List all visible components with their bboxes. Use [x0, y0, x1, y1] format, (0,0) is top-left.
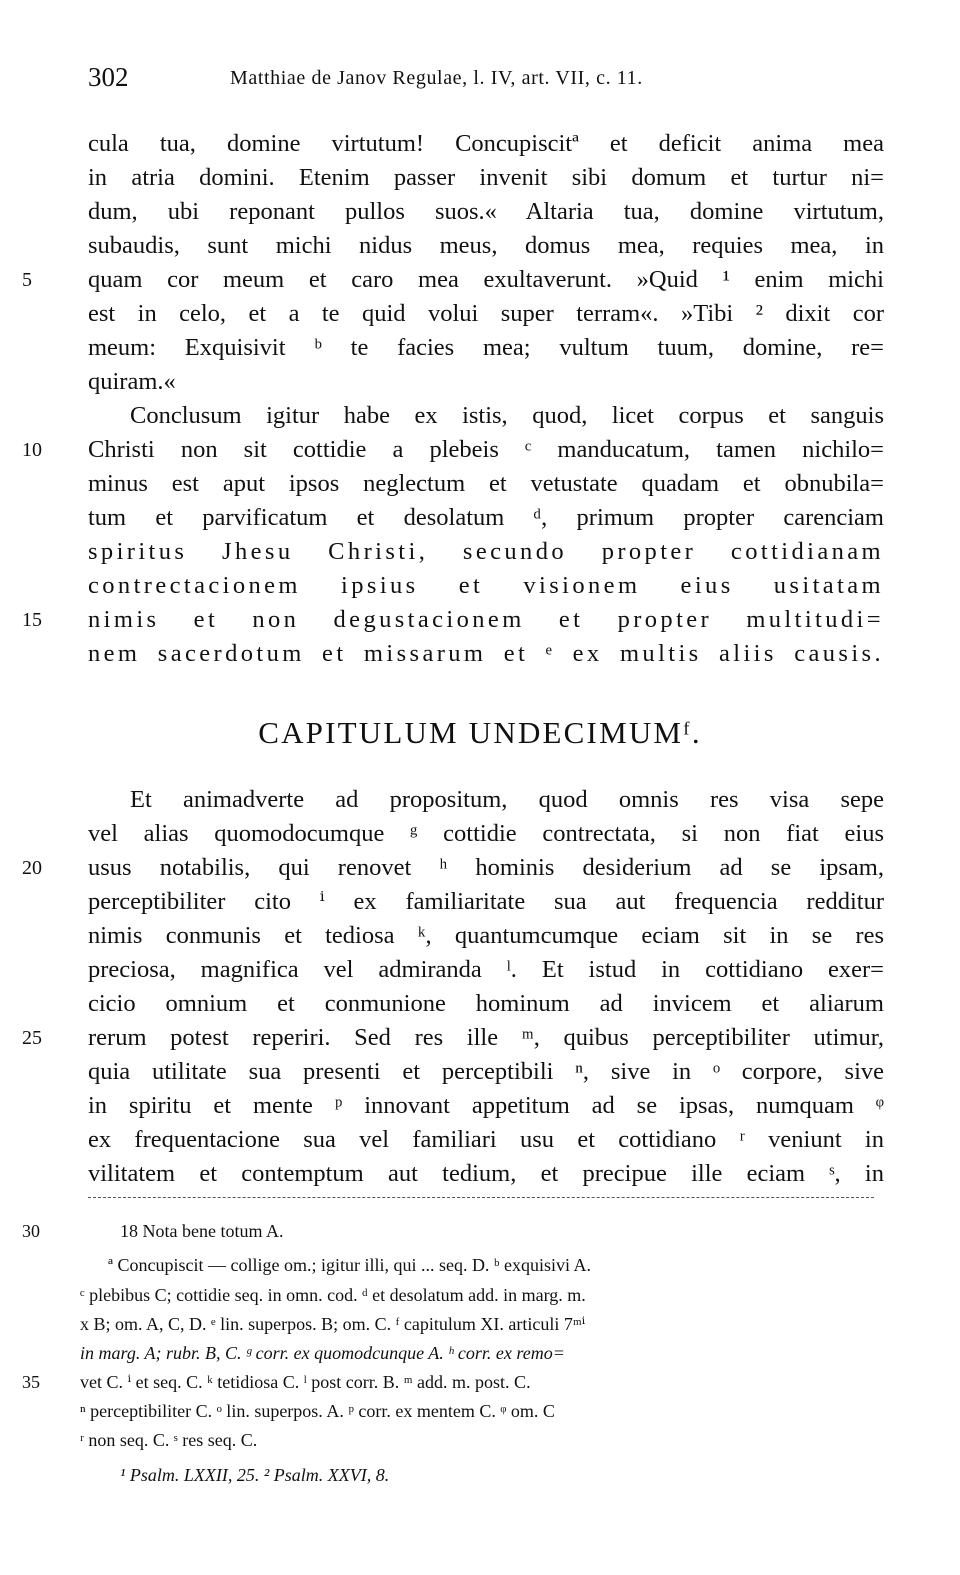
text-line: Christi non sit cottidie a plebeis ᶜ manducatum, tamen nichilo= — [88, 436, 884, 463]
line-number: 25 — [22, 1027, 42, 1049]
running-title: Matthiae de Janov Regulae, l. IV, art. VII, c. 11. — [230, 67, 643, 89]
text-line: quia utilitate sua presenti et perceptibili ⁿ, sive in ᵒ corpore, sive — [88, 1058, 884, 1085]
line-number: 30 — [22, 1221, 40, 1241]
text-line: Et animadverte ad propositum, quod omnis res visa sepe — [130, 786, 884, 813]
footnote-line: ¹ Psalm. LXXII, 25. ² Psalm. XXVI, 8. — [120, 1465, 390, 1485]
text-line: dum, ubi reponant pullos suos.« Altaria tua, domine virtutum, — [88, 198, 884, 225]
text-line: nem sacerdotum et missarum et ᵉ ex multis aliis causis. — [88, 640, 884, 667]
footnote-line: in marg. A; rubr. B, C. ᵍ corr. ex quomodcunque A. ʰ corr. ex remo= — [80, 1343, 565, 1363]
text-line: usus notabilis, qui renovet ʰ hominis desiderium ad se ipsam, — [88, 854, 884, 881]
line-number: 20 — [22, 857, 42, 879]
text-line: vel alias quomodocumque ᵍ cottidie contrectata, si non fiat eius — [88, 820, 884, 847]
text-line: est in celo, et a te quid volui super terram«. »Tibi ² dixit cor — [88, 300, 884, 327]
text-line: rerum potest reperiri. Sed res ille ᵐ, quibus perceptibiliter utimur, — [88, 1024, 884, 1051]
text-line: quam cor meum et caro mea exultaverunt. »Quid ¹ enim michi — [88, 266, 884, 293]
line-number: 10 — [22, 439, 42, 461]
footnote-line: ʳ non seq. C. ˢ res seq. C. — [80, 1430, 258, 1450]
text-line: cicio omnium et conmunione hominum ad invicem et aliarum — [88, 990, 884, 1017]
text-line: subaudis, sunt michi nidus meus, domus mea, requies mea, in — [88, 232, 884, 259]
page-number: 302 — [88, 62, 129, 92]
footnote-divider — [88, 1197, 874, 1198]
footnote-line: ᶜ plebibus C; cottidie seq. in omn. cod. ᵈ et desolatum add. in marg. m. — [80, 1285, 586, 1305]
text-line: quiram.« — [88, 368, 176, 395]
text-line: cula tua, domine virtutum! Concupiscitª et deficit anima mea — [88, 130, 884, 157]
line-number: 15 — [22, 609, 42, 631]
line-number: 35 — [22, 1372, 40, 1392]
footnote-line: ª Concupiscit — collige om.; igitur illi, qui ... seq. D. ᵇ exquisivi A. — [108, 1255, 592, 1275]
page-header — [88, 60, 888, 100]
text-line: ex frequentacione sua vel familiari usu et cottidiano ʳ veniunt in — [88, 1126, 884, 1153]
footnote-line: 18 Nota bene totum A. — [120, 1221, 284, 1241]
chapter-title: CAPITULUM UNDECIMUMᶠ. — [258, 715, 702, 750]
text-line: nimis et non degustacionem et propter multitudi= — [88, 606, 884, 633]
text-line: meum: Exquisivit ᵇ te facies mea; vultum tuum, domine, re= — [88, 334, 884, 361]
text-line: vilitatem et contemptum aut tedium, et precipue ille eciam ˢ, in — [88, 1160, 884, 1187]
line-number: 5 — [22, 269, 32, 291]
text-line: spiritus Jhesu Christi, secundo propter cottidianam — [88, 538, 884, 565]
text-line: tum et parvificatum et desolatum ᵈ, primum propter carenciam — [88, 504, 884, 531]
text-line: minus est aput ipsos neglectum et vetustate quadam et obnubila= — [88, 470, 884, 497]
footnote-line: vet C. ⁱ et seq. C. ᵏ tetidiosa C. ˡ post corr. B. ᵐ add. m. post. C. — [80, 1372, 531, 1392]
text-line: preciosa, magnifica vel admiranda ˡ. Et istud in cottidiano exer= — [88, 956, 884, 983]
footnote-line: x B; om. A, C, D. ᵉ lin. superpos. B; om. C. ᶠ capitulum XI. articuli 7ᵐⁱ — [80, 1314, 586, 1334]
footnote-line: ⁿ perceptibiliter C. ᵒ lin. superpos. A. ᵖ corr. ex mentem C. ᵠ om. C — [80, 1401, 555, 1421]
text-line: in spiritu et mente ᵖ innovant appetitum ad se ipsas, numquam ᵠ — [88, 1092, 884, 1119]
text-line: in atria domini. Etenim passer invenit sibi domum et turtur ni= — [88, 164, 884, 191]
text-line: nimis conmunis et tediosa ᵏ, quantumcumque eciam sit in se res — [88, 922, 884, 949]
text-line: Conclusum igitur habe ex istis, quod, licet corpus et sanguis — [130, 402, 884, 429]
text-line: contrectacionem ipsius et visionem eius usitatam — [88, 572, 884, 599]
text-line: perceptibiliter cito ⁱ ex familiaritate sua aut frequencia redditur — [88, 888, 884, 915]
